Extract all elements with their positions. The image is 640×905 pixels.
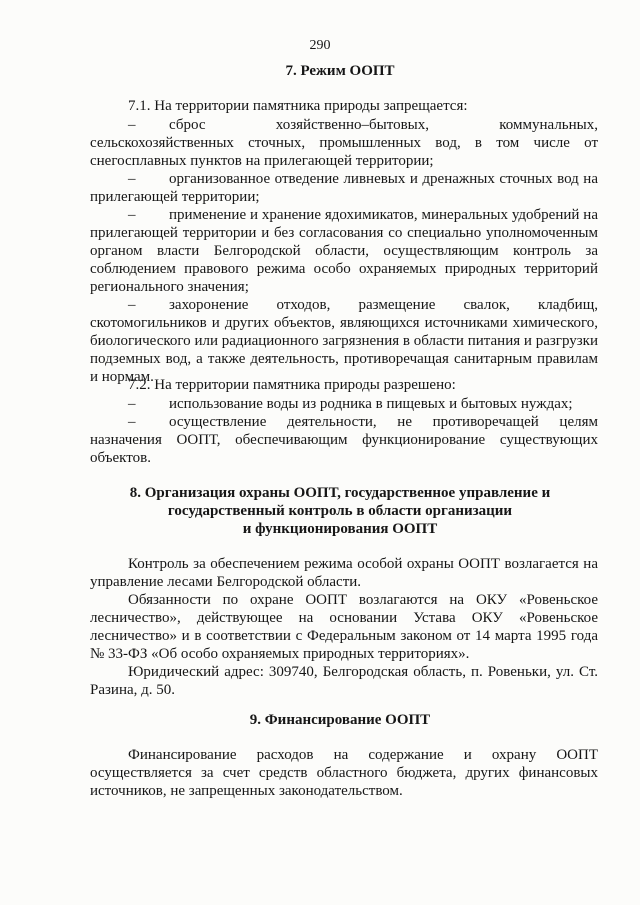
dash-marker: –	[128, 207, 136, 223]
section-8-title-line-1: 8. Организация охраны ООПТ, государственное управление и	[129, 485, 551, 501]
section-8-title-line-3: и функционирования ООПТ	[242, 521, 438, 537]
dash-marker: –	[128, 414, 136, 430]
dash-marker: –	[128, 297, 136, 313]
prohibited-item-text: организованное отведение ливневых и дренажных сточных вод на прилегающей территории;	[90, 171, 598, 205]
section-8-paragraph-1: Контроль за обеспечением режима особой охраны ООПТ возлагается на управление лесами Белгородской области.	[90, 556, 598, 590]
dash-marker: –	[128, 171, 136, 187]
allowed-item-2	[90, 413, 598, 467]
section-9-paragraph-1: Финансирование расходов на содержание и охрану ООПТ осуществляется за счет средств областного бюджета, других финансовых источников, не запрещенных законодательством.	[90, 747, 598, 799]
page-number: 290	[309, 38, 331, 53]
section-7-2-intro: 7.2. На территории памятника природы разрешено:	[128, 377, 456, 393]
section-8-title	[80, 484, 600, 538]
section-7-1-intro: 7.1. На территории памятника природы запрещается:	[128, 98, 468, 114]
allowed-item-1	[90, 395, 598, 413]
prohibited-item-3	[90, 206, 598, 296]
prohibited-item-text: сброс хозяйственно–бытовых, коммунальных, сельскохозяйственных сточных, промышленных вод, в том числе от снегосплавных пунктов на прилегающей территории;	[90, 117, 598, 169]
section-7-title: 7. Режим ООПТ	[285, 63, 395, 79]
prohibited-item-1	[90, 116, 598, 170]
section-8-title-line-2: государственный контроль в области организации	[167, 503, 513, 519]
prohibited-item-2	[90, 170, 598, 206]
prohibited-item-4	[90, 296, 598, 386]
section-9-title: 9. Финансирование ООПТ	[249, 712, 431, 728]
section-8-paragraph-3: Юридический адрес: 309740, Белгородская область, п. Ровеньки, ул. Ст. Разина, д. 50.	[90, 664, 598, 698]
allowed-item-text: осуществление деятельности, не противоречащей целям назначения ООПТ, обеспечивающим функционирование существующих объектов.	[90, 414, 598, 466]
prohibited-item-text: захоронение отходов, размещение свалок, кладбищ, скотомогильников и других объектов, являющихся источниками химического, биологического или радиационного загрязнения в области питания и разгрузки подземных вод, а также деятельность, противоречащая санитарным правилам и нормам.	[90, 297, 598, 385]
section-8-paragraph-2: Обязанности по охране ООПТ возлагаются на ОКУ «Ровеньское лесничество», действующее на основании Устава ОКУ «Ровеньское лесничество» и в соответствии с Федеральным законом от 14 марта 1995 года № 33-ФЗ «Об особо охраняемых природных территориях».	[90, 592, 598, 662]
allowed-item-text: использование воды из родника в пищевых и бытовых нуждах;	[169, 396, 573, 412]
dash-marker: –	[128, 396, 136, 412]
prohibited-item-text: применение и хранение ядохимикатов, минеральных удобрений на прилегающей территории и без согласования со специально уполномоченным органом власти Белгородской области, осуществляющим контроль за соблюдением правового режима особо охраняемых природных территорий регионального значения;	[90, 207, 598, 295]
dash-marker: –	[128, 117, 136, 133]
